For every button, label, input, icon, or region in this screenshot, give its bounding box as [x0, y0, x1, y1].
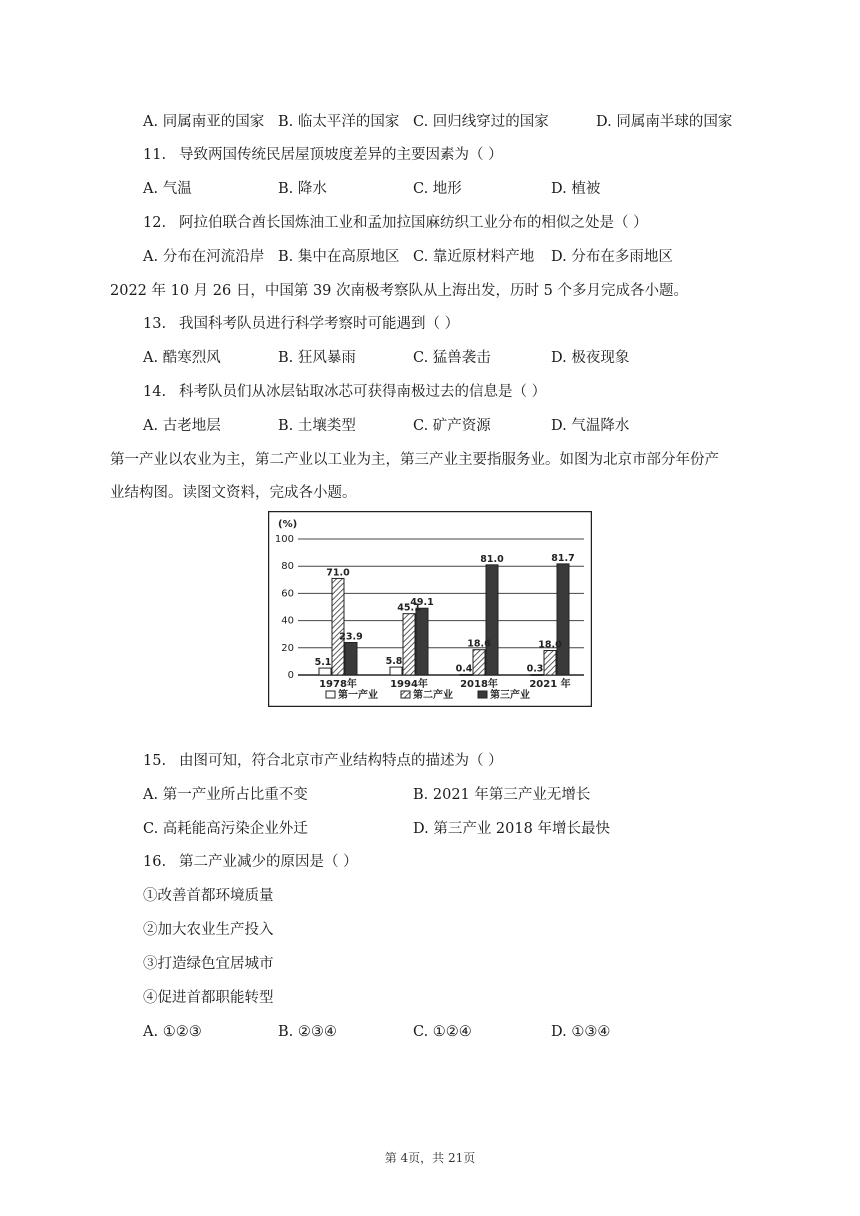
- data-label: 81.0: [480, 553, 504, 565]
- bar-第二产业: [473, 650, 485, 675]
- q11-option-d: D. 植被: [551, 181, 601, 197]
- bar-第一产业: [460, 674, 472, 675]
- data-label: 71.0: [326, 567, 350, 579]
- legend-swatch: [326, 691, 335, 698]
- page-footer: 第 4页，共 21页: [384, 1151, 476, 1165]
- q12-option-a: A. 分布在河流沿岸: [143, 249, 265, 265]
- q14-option-b: B. 土壤类型: [278, 418, 356, 434]
- option-d: D. 同属南半球的国家: [596, 114, 733, 130]
- data-label: 0.3: [526, 663, 544, 675]
- bar-第三产业: [557, 564, 569, 675]
- q16-item-3: ③打造绿色宜居城市: [143, 956, 274, 972]
- q13-option-d: D. 极夜现象: [551, 350, 630, 366]
- q16-option-c: C. ①②④: [413, 1024, 472, 1040]
- question-stem: 由图可知，符合北京市产业结构特点的描述为（ ）: [179, 753, 503, 769]
- chart-svg: [268, 511, 592, 707]
- bar-第三产业: [416, 608, 428, 675]
- intro-industry-line-2: 业结构图。读图文资料，完成各小题。: [110, 485, 357, 501]
- q13-option-c: C. 猛兽袭击: [413, 350, 491, 366]
- question-15: [143, 751, 503, 771]
- data-label: 0.4: [455, 663, 473, 675]
- bar-第二产业: [544, 651, 556, 675]
- y-tick-label: 60: [281, 588, 294, 600]
- q11-option-b: B. 降水: [278, 181, 327, 197]
- bar-第一产业: [319, 668, 331, 675]
- legend-swatch: [478, 691, 487, 698]
- y-axis-unit: (%): [278, 519, 298, 530]
- data-label: 81.7: [551, 552, 575, 564]
- bar-第三产业: [345, 642, 357, 675]
- q13-option-b: B. 狂风暴雨: [278, 350, 356, 366]
- q11-option-a: A. 气温: [143, 181, 192, 197]
- industry-structure-chart: [268, 511, 592, 707]
- bar-第一产业: [531, 675, 543, 676]
- q14-option-a: A. 古老地层: [143, 418, 221, 434]
- question-13: [143, 314, 459, 334]
- q11-option-c: C. 地形: [413, 181, 462, 197]
- question-number: 16.: [143, 854, 167, 870]
- y-tick-label: 100: [274, 534, 294, 545]
- bar-第一产业: [390, 667, 402, 675]
- option-c: C. 回归线穿过的国家: [413, 114, 549, 130]
- legend-label: 第一产业: [338, 690, 378, 701]
- option-b: B. 临太平洋的国家: [278, 114, 400, 130]
- data-label: 18.0: [538, 639, 562, 651]
- bar-第二产业: [332, 578, 344, 675]
- q14-option-c: C. 矿产资源: [413, 418, 491, 434]
- q15-option-a: A. 第一产业所占比重不变: [143, 787, 308, 803]
- data-label: 45.1: [397, 602, 421, 614]
- x-tick-label: 1978年: [319, 679, 357, 690]
- y-tick-label: 40: [281, 615, 294, 627]
- question-number: 15.: [143, 753, 167, 769]
- q16-item-1: ①改善首都环境质量: [143, 888, 274, 904]
- q12-option-c: C. 靠近原材料产地: [413, 249, 535, 265]
- bar-第三产业: [486, 565, 498, 675]
- x-tick-label: 2021 年: [529, 679, 571, 690]
- question-number: 14.: [143, 384, 167, 400]
- x-tick-label: 1994年: [390, 679, 428, 690]
- q16-option-b: B. ②③④: [278, 1024, 337, 1040]
- q16-item-4: ④促进首都职能转型: [143, 990, 274, 1006]
- question-stem: 第二产业减少的原因是（ ）: [179, 854, 358, 870]
- q12-option-b: B. 集中在高原地区: [278, 249, 400, 265]
- option-a: A. 同属南亚的国家: [143, 114, 265, 130]
- bar-第二产业: [403, 614, 415, 675]
- x-tick-label: 2018年: [460, 679, 498, 690]
- y-tick-label: 80: [281, 561, 294, 573]
- question-number: 12.: [143, 215, 167, 231]
- q16-option-d: D. ①③④: [551, 1024, 611, 1040]
- question-11: [143, 145, 503, 165]
- question-number: 13.: [143, 316, 167, 332]
- question-12: [143, 213, 648, 233]
- legend-label: 第三产业: [490, 690, 530, 701]
- intro-antarctic: 2022 年 10 月 26 日，中国第 39 次南极考察队从上海出发，历时 5 个多月完成各小题。: [110, 283, 688, 299]
- y-tick-label: 20: [281, 642, 294, 654]
- question-stem: 我国科考队员进行科学考察时可能遇到（ ）: [179, 316, 460, 332]
- q13-option-a: A. 酷寒烈风: [143, 350, 221, 366]
- question-stem: 科考队员们从冰层钻取冰芯可获得南极过去的信息是（ ）: [179, 384, 547, 400]
- y-tick-label: 0: [287, 670, 294, 681]
- data-label: 49.1: [410, 597, 434, 609]
- data-label: 5.8: [385, 656, 403, 668]
- q16-item-2: ②加大农业生产投入: [143, 922, 274, 938]
- q15-option-d: D. 第三产业 2018 年增长最快: [413, 821, 610, 837]
- intro-industry-line-1: 第一产业以农业为主，第二产业以工业为主，第三产业主要指服务业。如图为北京市部分年份产: [110, 452, 719, 468]
- q12-option-d: D. 分布在多雨地区: [551, 249, 673, 265]
- question-stem: 阿拉伯联合酋长国炼油工业和孟加拉国麻纺织工业分布的相似之处是（ ）: [179, 215, 648, 231]
- q16-option-a: A. ①②③: [143, 1024, 202, 1040]
- question-number: 11.: [143, 147, 167, 163]
- question-14: [143, 382, 546, 402]
- q14-option-d: D. 气温降水: [551, 418, 630, 434]
- chart-frame: [269, 512, 592, 707]
- question-stem: 导致两国传统民居屋顶坡度差异的主要因素为（ ）: [179, 147, 503, 163]
- q15-option-b: B. 2021 年第三产业无增长: [413, 787, 591, 803]
- question-16: [143, 852, 358, 872]
- data-label: 5.1: [314, 657, 332, 669]
- q15-option-c: C. 高耗能高污染企业外迁: [143, 821, 308, 837]
- data-label: 18.6: [467, 638, 491, 650]
- data-label: 23.9: [339, 631, 363, 643]
- legend-swatch: [401, 691, 410, 698]
- legend-label: 第二产业: [413, 690, 453, 701]
